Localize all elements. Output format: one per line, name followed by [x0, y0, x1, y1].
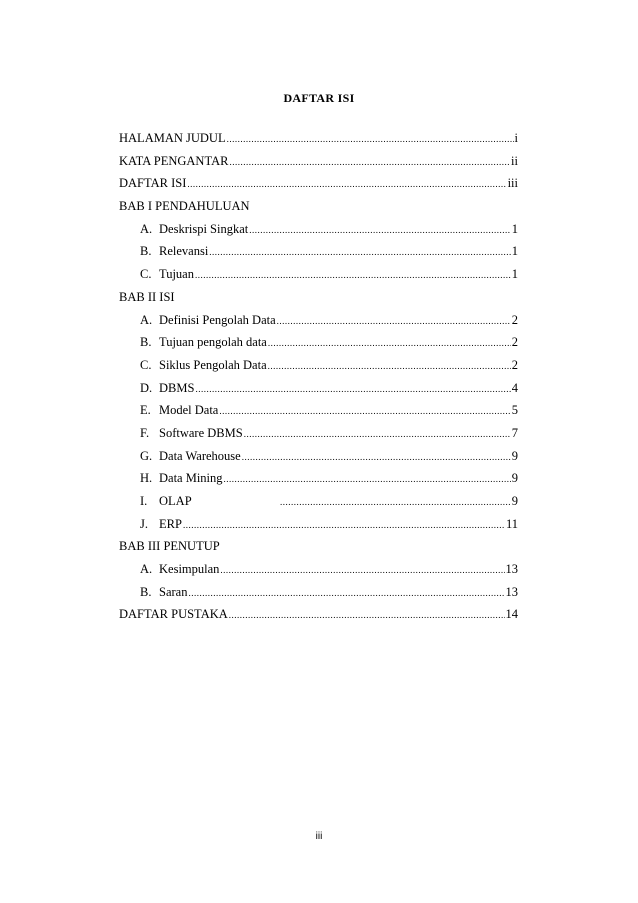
dot-leader [249, 225, 511, 235]
toc-entry-page-number: i [514, 131, 518, 145]
toc-entry-page-number: iii [507, 176, 518, 191]
toc-entry-page-number: 2 [511, 335, 518, 350]
table-of-contents [119, 131, 518, 630]
toc-entry-label: Definisi Pengolah Data [159, 312, 276, 327]
toc-entry-page-number: 5 [511, 403, 518, 418]
dot-leader [229, 610, 505, 620]
toc-entry-letter: A. [140, 312, 153, 327]
toc-entry-letter: B. [140, 244, 152, 259]
toc-entry [119, 154, 518, 177]
toc-entry-page-number: 7 [511, 425, 518, 440]
toc-entry-page-number: 14 [505, 607, 518, 622]
toc-entry-label: DAFTAR ISI [119, 176, 187, 191]
toc-entry-label: Tujuan pengolah data [159, 335, 267, 350]
toc-entry-letter: B. [140, 584, 152, 599]
toc-entry-page-number: 1 [511, 267, 518, 282]
toc-entry-letter: J. [140, 516, 148, 531]
toc-entry-letter: D. [140, 380, 153, 395]
toc-subentry [119, 494, 518, 517]
toc-subentry [119, 381, 518, 404]
toc-subentry [119, 562, 518, 585]
dot-leader [195, 384, 510, 394]
dot-leader [195, 270, 511, 280]
toc-entry-letter: B. [140, 335, 152, 350]
toc-subentry [119, 471, 518, 494]
toc-entry-letter: C. [140, 267, 152, 282]
toc-subentry [119, 403, 518, 426]
toc-entry-label: Saran [159, 584, 188, 599]
toc-entry-letter: I. [140, 494, 148, 508]
toc-entry-letter: C. [140, 357, 152, 372]
toc-entry-page-number: 4 [511, 380, 518, 395]
dot-leader [187, 179, 506, 189]
toc-entry-page-number: 2 [511, 357, 518, 372]
toc-entry-page-number: 1 [511, 221, 518, 236]
dot-leader [220, 565, 504, 575]
toc-entry-page-number: 11 [505, 516, 518, 531]
toc-entry [119, 607, 518, 630]
toc-entry-label: Model Data [159, 403, 219, 418]
toc-entry-label: DBMS [159, 380, 195, 395]
dot-leader [188, 588, 504, 598]
toc-entry [119, 131, 518, 154]
toc-entry-label: BAB I PENDAHULUAN [119, 199, 250, 214]
page-title: DAFTAR ISI [283, 91, 355, 105]
dot-leader [229, 157, 510, 167]
toc-entry-page-number: 9 [511, 471, 518, 486]
toc-entry-label: Data Mining [159, 471, 223, 486]
toc-entry-page-number: 1 [511, 244, 518, 259]
toc-subentry [119, 313, 518, 336]
toc-subentry [119, 517, 518, 540]
dot-leader [268, 361, 511, 371]
toc-entry-page-number: 9 [511, 494, 518, 508]
dot-leader [268, 338, 511, 348]
dot-leader [209, 247, 510, 257]
toc-subentry [119, 222, 518, 245]
toc-subentry [119, 449, 518, 472]
toc-entry-page-number: 2 [511, 312, 518, 327]
toc-entry-label: Data Warehouse [159, 448, 241, 463]
toc-entry-letter: A. [140, 562, 153, 577]
toc-entry-label: BAB II ISI [119, 289, 175, 304]
toc-entry-letter: E. [140, 403, 151, 418]
toc-subentry [119, 358, 518, 381]
toc-subentry [119, 585, 518, 608]
toc-entry-letter: A. [140, 221, 153, 236]
toc-entry-label: KATA PENGANTAR [119, 153, 229, 168]
toc-entry-label: BAB III PENUTUP [119, 539, 220, 554]
toc-entry-label: Tujuan [159, 267, 194, 282]
dot-leader [277, 316, 511, 326]
dot-leader [224, 474, 511, 484]
toc-chapter-heading [119, 290, 518, 313]
toc-entry-page-number: 13 [505, 584, 518, 599]
dot-leader [219, 406, 510, 416]
toc-entry-letter: G. [140, 448, 153, 463]
toc-entry-page-number: 13 [505, 562, 518, 577]
toc-subentry [119, 244, 518, 267]
toc-entry-letter: F. [140, 425, 150, 440]
toc-chapter-heading [119, 199, 518, 222]
toc-entry-page-number: ii [511, 153, 518, 168]
toc-entry-page-number: 9 [511, 448, 518, 463]
toc-entry-label: HALAMAN JUDUL [119, 131, 226, 145]
dot-leader [242, 452, 511, 462]
toc-entry-label: Kesimpulan [159, 562, 220, 577]
dot-leader [244, 429, 511, 439]
dot-leader [227, 134, 514, 144]
toc-subentry [119, 335, 518, 358]
toc-subentry [119, 426, 518, 449]
toc-subentry [119, 267, 518, 290]
toc-entry-label: DAFTAR PUSTAKA [119, 607, 228, 622]
toc-entry-label: ERP [159, 516, 182, 531]
toc-entry-letter: H. [140, 471, 153, 486]
dot-leader [183, 520, 505, 530]
toc-entry-label: Siklus Pengolah Data [159, 357, 267, 372]
toc-entry-label: Relevansi [159, 244, 209, 259]
toc-entry-label: OLAP [159, 494, 192, 508]
dot-leader [280, 497, 511, 507]
toc-entry-label: Software DBMS [159, 425, 243, 440]
page-number: iii [315, 831, 323, 842]
toc-entry [119, 176, 518, 199]
toc-chapter-heading [119, 539, 518, 562]
toc-entry-label: Deskrispi Singkat [159, 221, 249, 236]
